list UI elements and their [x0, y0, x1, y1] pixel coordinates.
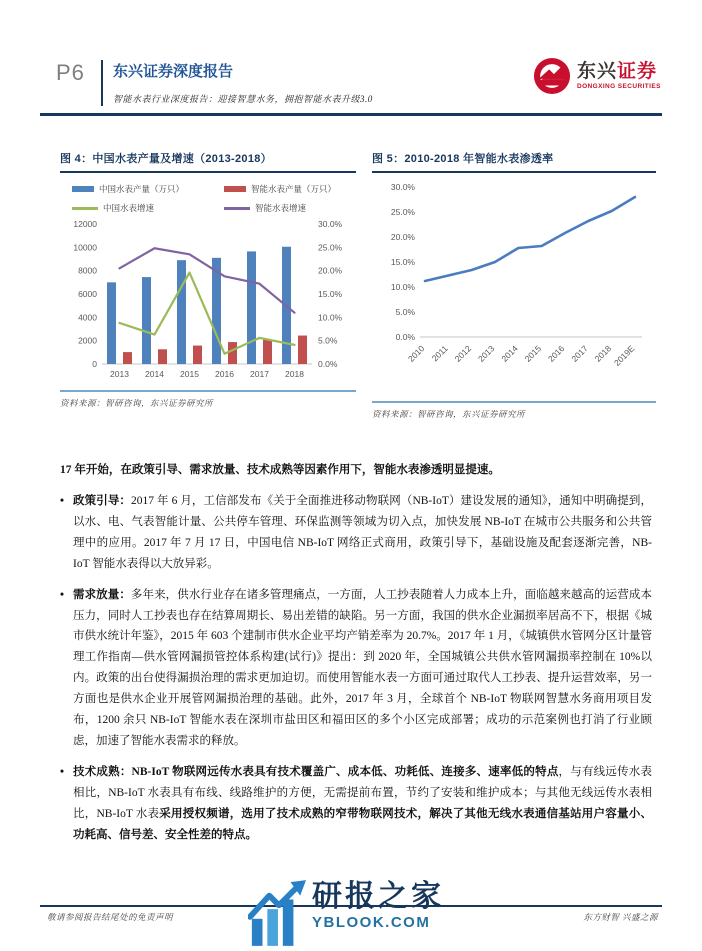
- body-text: [60, 460, 652, 856]
- svg-text:5.0%: 5.0%: [395, 307, 415, 317]
- legend-item: 智能水表产量（万只）: [224, 183, 356, 195]
- dongxing-logo: [533, 57, 661, 95]
- svg-text:2013: 2013: [475, 343, 497, 364]
- figure-4-chart: [60, 216, 356, 384]
- header-divider: [101, 60, 103, 106]
- legend-swatch: [72, 207, 98, 210]
- svg-text:15.0%: 15.0%: [318, 289, 343, 299]
- svg-text:2000: 2000: [78, 335, 97, 346]
- svg-text:12000: 12000: [73, 219, 97, 229]
- svg-text:20.0%: 20.0%: [390, 232, 415, 242]
- figure-4: [60, 150, 356, 409]
- figure-5-title: 图 5：2010-2018 年智能水表渗透率: [372, 150, 656, 173]
- figure-5-chart: [372, 179, 656, 395]
- svg-text:2014: 2014: [145, 369, 164, 379]
- svg-text:2011: 2011: [429, 343, 450, 364]
- bullet-list: [60, 491, 652, 846]
- svg-text:2019E: 2019E: [611, 343, 637, 368]
- svg-text:0.0%: 0.0%: [318, 359, 338, 369]
- header-rule: [40, 113, 662, 116]
- report-series-title: 东兴证券深度报告: [113, 63, 234, 80]
- svg-text:10.0%: 10.0%: [318, 312, 343, 323]
- svg-text:5.0%: 5.0%: [318, 335, 338, 346]
- svg-text:2012: 2012: [452, 343, 474, 364]
- figure-4-source-rule: [60, 390, 356, 392]
- bullet-text: 技术成熟：NB-IoT 物联网远传水表具有技术覆盖广、成本低、功耗低、连接多、速率低的特点，与有线远传水表相比，NB-IoT 水表具有布线、线路维护的方便，无需提前布置，节约了安装和维护成本；与其他无线远传水表相比，NB-IoT 水表采用授权频谱，选用了技术成熟的窄带物联网技术，解决了其他无线水表通信基站用户容量小、功耗高、信号差、安全性差的特点。: [73, 765, 652, 841]
- svg-text:8000: 8000: [78, 265, 97, 276]
- footer-disclaimer: 敬请参阅报告结尾处的免责声明: [47, 912, 174, 922]
- legend-swatch: [224, 207, 250, 210]
- svg-text:6000: 6000: [78, 289, 97, 299]
- chart-trend-icon: [248, 880, 306, 946]
- figure-5-source: 资料来源：智研咨询，东兴证券研究所: [372, 409, 526, 419]
- svg-text:2016: 2016: [545, 343, 567, 364]
- svg-text:20.0%: 20.0%: [318, 265, 343, 276]
- legend-item: 中国水表增速: [72, 202, 224, 214]
- body-intro: 17 年开始，在政策引导、需求放量、技术成熟等因素作用下，智能水表渗透明显提速。: [60, 464, 500, 476]
- svg-text:2015: 2015: [522, 343, 544, 364]
- bullet-item: [60, 491, 652, 575]
- page-number: P6: [56, 60, 85, 85]
- bullet-item: [60, 585, 652, 752]
- svg-text:4000: 4000: [78, 312, 97, 323]
- yblook-watermark: [248, 880, 444, 946]
- svg-text:2014: 2014: [499, 343, 520, 364]
- legend-swatch: [72, 186, 94, 192]
- watermark-text-en: YBLOOK.COM: [312, 914, 431, 931]
- figure-4-title: 图 4：中国水表产量及增速（2013-2018）: [60, 150, 356, 173]
- svg-text:2013: 2013: [110, 369, 129, 379]
- svg-text:10.0%: 10.0%: [390, 282, 415, 292]
- svg-text:2017: 2017: [569, 343, 590, 364]
- svg-text:2018: 2018: [285, 369, 304, 379]
- bullet-item: [60, 762, 652, 846]
- logo-text-en: DONGXING SECURITIES: [577, 82, 661, 90]
- svg-text:2015: 2015: [180, 369, 199, 379]
- watermark-text-cn: 研报之家: [312, 880, 444, 913]
- figure-4-source: 资料来源：智研咨询，东兴证券研究所: [60, 398, 214, 408]
- svg-text:25.0%: 25.0%: [318, 242, 343, 253]
- svg-text:0.0%: 0.0%: [395, 332, 415, 342]
- figure-5-source-rule: [372, 401, 656, 403]
- report-subtitle: 智能水表行业深度报告：迎接智慧水务，拥抱智能水表升级3.0: [113, 94, 373, 104]
- logo-text-cn: 东兴证券: [577, 60, 658, 82]
- svg-text:2017: 2017: [250, 369, 269, 379]
- bullet-marker: •: [60, 588, 65, 601]
- legend-item: 中国水表产量（万只）: [72, 183, 224, 195]
- bullet-marker: •: [60, 494, 65, 507]
- svg-text:2018: 2018: [592, 343, 614, 364]
- svg-text:25.0%: 25.0%: [390, 207, 415, 217]
- figure-4-legend: [72, 183, 356, 214]
- svg-text:30.0%: 30.0%: [390, 182, 415, 192]
- svg-text:30.0%: 30.0%: [318, 219, 343, 229]
- bullet-text: 需求放量：多年来，供水行业存在诸多管理痛点，一方面，人工抄表随着人力成本上升，面临越来越高的运营成本压力，同时人工抄表也存在结算周期长、易出差错的缺陷。另一方面，我国的供水企业漏损率居高不下，根据《城市供水统计年鉴》，2015 年 603 个建制市供水企业平均产销差率为 20.7%。2017 年 1 月，《城镇供水管网分区计量管理工作指南—供水管网漏损管控体系构建(试行)》提出：到 2020 年，全国城镇公共供水管网漏损率控制在 10%以内。政策的出台使得漏损治理的需求更加迫切。而使用智能水表一方面可通过取代人工抄表、提升运营效率，另一方面也是供水企业开展管网漏损治理的基础。此外，2017 年 3 月，全球首个 NB-IoT 物联网智慧水务商用项目发布，1200 余只 NB-IoT 智能水表在深圳市盐田区和福田区的多个小区完成部署；成功的示范案例也打消了行业顾虑，加速了智能水表需求的释放。: [73, 588, 653, 748]
- svg-text:0: 0: [92, 359, 97, 369]
- dongxing-logo-icon: [533, 57, 571, 95]
- svg-text:2010: 2010: [405, 343, 427, 364]
- svg-text:10000: 10000: [73, 242, 97, 253]
- bullet-marker: •: [60, 765, 65, 778]
- svg-text:2016: 2016: [215, 369, 234, 379]
- footer-slogan: 东方财智 兴盛之源: [583, 912, 658, 922]
- legend-item: 智能水表增速: [224, 202, 356, 214]
- svg-text:15.0%: 15.0%: [390, 257, 415, 267]
- bullet-text: 政策引导：2017 年 6 月，工信部发布《关于全面推进移动物联网（NB-IoT）建设发展的通知》，通知中明确提到，以水、电、气表智能计量、公共停车管理、环保监测等领域为切入点，加快发展 NB-IoT 在城市公共服务和公共管理中的应用。2017 年 7 月 17 日，中国电信 NB-IoT 网络正式商用，政策引导下，基础设施及配套逐渐完善，NB-IoT 智能水表得以大放异彩。: [73, 494, 653, 570]
- legend-swatch: [224, 186, 246, 192]
- figure-5: [372, 150, 656, 420]
